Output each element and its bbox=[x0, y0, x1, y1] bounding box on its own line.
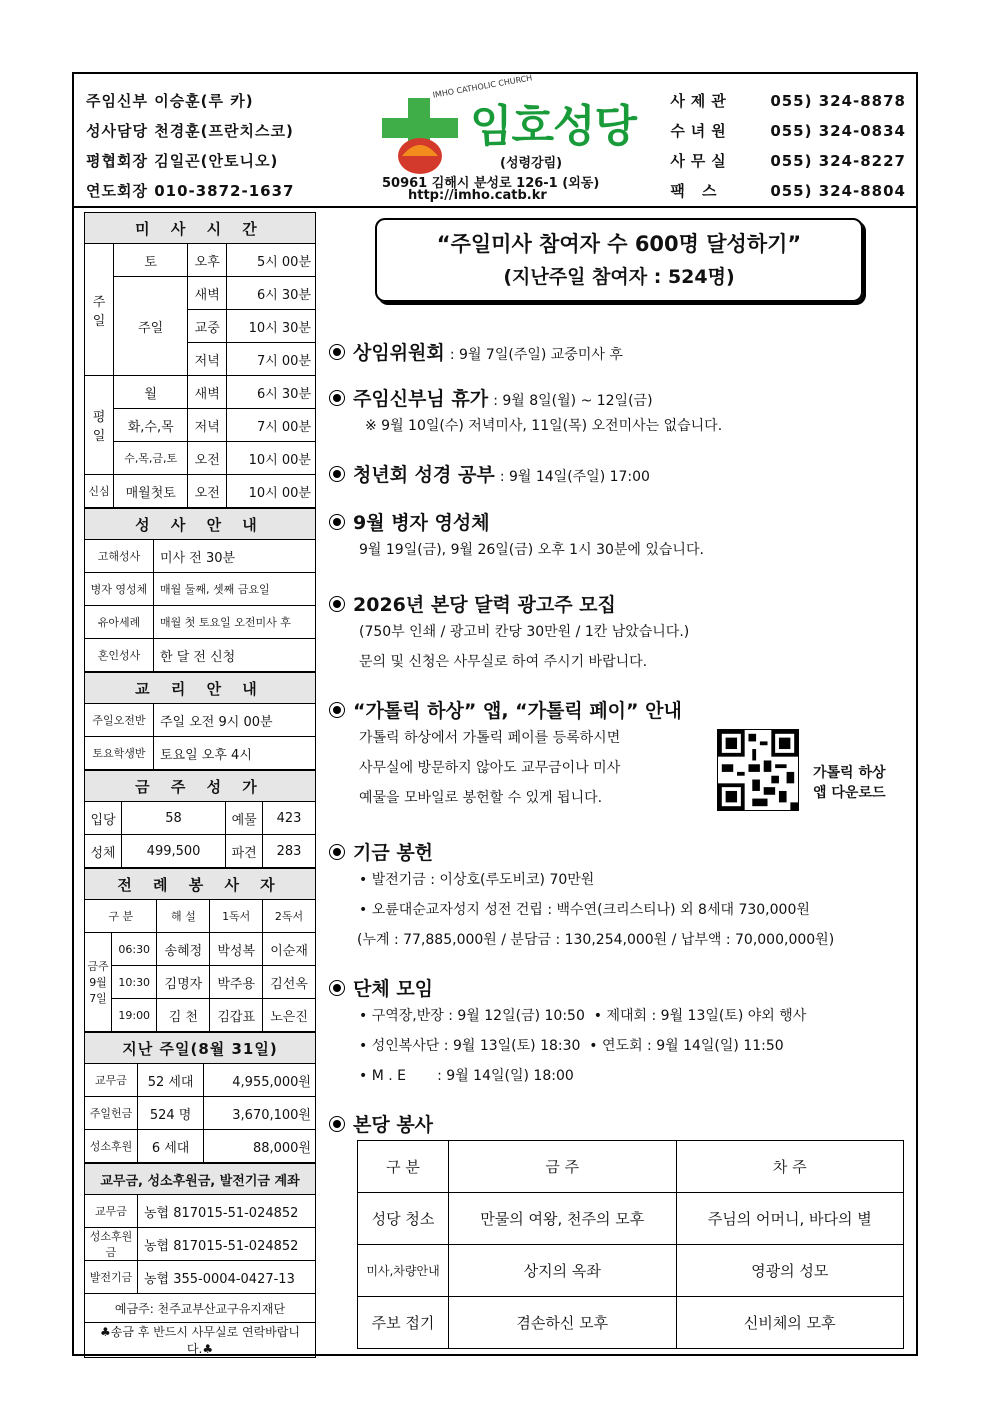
bulletin-frame bbox=[72, 72, 918, 1356]
mass-time: 10시 00분 bbox=[227, 442, 316, 475]
mass-day: 월 bbox=[114, 376, 188, 409]
announcement-title: 상임위원회 bbox=[353, 342, 445, 364]
section-title: 전 례 봉 사 자 bbox=[85, 869, 316, 900]
hymn-label: 예물 bbox=[226, 802, 263, 835]
announcement bbox=[329, 696, 914, 819]
duty-next-week: 신비체의 모후 bbox=[676, 1297, 904, 1349]
sacrament-value: 미사 전 30분 bbox=[154, 540, 316, 573]
mass-day: 화,수,목 bbox=[114, 409, 188, 442]
announcement bbox=[329, 508, 914, 565]
duty-head: 금 주 bbox=[449, 1141, 677, 1193]
duty-this-week: 상지의 옥좌 bbox=[449, 1245, 677, 1297]
phone-value: 055) 324-0834 bbox=[770, 122, 906, 140]
phone-value: 055) 324-8227 bbox=[770, 152, 906, 170]
church-url[interactable]: http://imho.catb.kr bbox=[408, 188, 547, 203]
announcement-detail: : 9월 8일(월) ~ 12일(금) bbox=[493, 393, 653, 409]
announcement-line: 9월 19일(금), 9월 26일(금) 오후 1시 30분에 있습니다. bbox=[359, 542, 704, 558]
announcement bbox=[329, 974, 914, 1091]
mass-period: 교중 bbox=[188, 310, 227, 343]
announcement-title: 주임신부님 휴가 bbox=[353, 388, 489, 410]
server-name: 노은진 bbox=[263, 999, 316, 1032]
section-title: 지난 주일(8월 31일) bbox=[85, 1033, 316, 1064]
servers-head: 1독서 bbox=[210, 900, 263, 933]
church-address: 50961 김해시 분성로 126-1 (외동) bbox=[382, 176, 600, 191]
announcement-line: (750부 인쇄 / 광고비 칸당 30만원 / 1칸 남았습니다.) bbox=[359, 624, 690, 640]
section-title: 미 사 시 간 bbox=[85, 213, 316, 244]
account-label: 교무금 bbox=[85, 1195, 138, 1228]
bullet-icon bbox=[329, 596, 345, 612]
account-label: 발전기금 bbox=[85, 1261, 138, 1294]
bullet-icon bbox=[329, 1116, 345, 1132]
goal-title: “주일미사 참여자 수 600명 달성하기” bbox=[436, 232, 802, 256]
announcement-detail: : 9월 7일(주일) 교중미사 후 bbox=[449, 347, 623, 363]
announcement bbox=[329, 838, 914, 955]
phone-label: 사무실 bbox=[670, 152, 732, 170]
announcement bbox=[329, 590, 914, 677]
mass-period: 오후 bbox=[188, 244, 227, 277]
servers-time: 06:30 bbox=[112, 933, 157, 966]
bullet-icon bbox=[329, 702, 345, 718]
bulletin-header bbox=[74, 74, 916, 208]
announcement-title: 본당 봉사 bbox=[353, 1114, 434, 1136]
duty-next-week: 영광의 성모 bbox=[676, 1245, 904, 1297]
offering-table bbox=[84, 770, 316, 868]
server-name: 박주용 bbox=[210, 966, 263, 999]
account-label: 성소후원금 bbox=[85, 1228, 138, 1261]
sacrament-label: 혼인성사 bbox=[85, 639, 154, 672]
announcement-note: ※ 9월 10일(수) 저녁미사, 11일(목) 오전미사는 없습니다. bbox=[365, 418, 723, 434]
doctrine-table bbox=[84, 672, 316, 770]
mass-period: 저녁 bbox=[188, 409, 227, 442]
cross-icon bbox=[378, 94, 468, 184]
phone-list bbox=[670, 86, 906, 206]
duty-label: 주보 접기 bbox=[358, 1297, 449, 1349]
qr-label-line: 가톨릭 하상 bbox=[813, 765, 886, 781]
mass-time: 10시 30분 bbox=[227, 310, 316, 343]
app-info bbox=[329, 723, 914, 819]
announcement-title: 청년회 성경 공부 bbox=[353, 464, 495, 486]
servers-time: 10:30 bbox=[112, 966, 157, 999]
sacrament-label: 병자 영성체 bbox=[85, 573, 154, 606]
announcement bbox=[329, 338, 914, 365]
announcement-line: • 성인복사단 : 9월 13일(토) 18:30 • 연도회 : 9월 14일(일) 11:50 bbox=[359, 1038, 784, 1054]
staff-value: 010-3872-1637 bbox=[154, 182, 295, 200]
last-amount: 3,670,100원 bbox=[204, 1097, 316, 1130]
goal-box bbox=[375, 218, 863, 302]
sacrament-label: 고해성사 bbox=[85, 540, 154, 573]
servers-head: 구 분 bbox=[85, 900, 157, 933]
church-logo bbox=[370, 73, 655, 204]
logo-ring-text: IMHO CATHOLIC CHURCH bbox=[431, 73, 533, 100]
servers-date: 금주 9월 7일 bbox=[85, 933, 112, 1032]
announcement-title: “가톨릭 하상” 앱, “가톨릭 페이” 안내 bbox=[353, 700, 682, 722]
servers-table bbox=[84, 868, 316, 1032]
duty-table bbox=[357, 1140, 904, 1349]
staff-label: 연도회장 bbox=[86, 182, 148, 200]
announcement-line: • 오륜대순교자성지 성전 건립 : 백수연(크리스티나) 외 8세대 730,000원 bbox=[359, 902, 810, 918]
sacrament-table bbox=[84, 508, 316, 672]
mass-time: 5시 00분 bbox=[227, 244, 316, 277]
duty-head: 구 분 bbox=[358, 1141, 449, 1193]
section-title: 성 사 안 내 bbox=[85, 509, 316, 540]
announcement-line: 가톨릭 하상에서 가톨릭 페이를 등록하시면 bbox=[359, 730, 621, 746]
mass-period: 오전 bbox=[188, 442, 227, 475]
sidebar bbox=[84, 212, 316, 1358]
sacrament-label: 유아세례 bbox=[85, 606, 154, 639]
hymn-number: 499,500 bbox=[122, 835, 226, 868]
account-table bbox=[84, 1163, 316, 1358]
hymn-label: 성체 bbox=[85, 835, 122, 868]
doctrine-label: 주일오전반 bbox=[85, 704, 154, 737]
mass-period: 오전 bbox=[188, 475, 227, 508]
last-count: 524 명 bbox=[138, 1097, 204, 1130]
mass-time: 7시 00분 bbox=[227, 409, 316, 442]
phone-label: 수녀원 bbox=[670, 122, 732, 140]
announcement-line: 문의 및 신청은 사무실로 하여 주시기 바랍니다. bbox=[359, 654, 648, 670]
last-amount: 4,955,000원 bbox=[204, 1064, 316, 1097]
hymn-number: 423 bbox=[263, 802, 316, 835]
announcement-title: 단체 모임 bbox=[353, 978, 434, 1000]
bullet-icon bbox=[329, 344, 345, 360]
bullet-icon bbox=[329, 980, 345, 996]
mass-day: 수,목,금,토 bbox=[114, 442, 188, 475]
staff-value: 이승훈(루 카) bbox=[154, 92, 254, 110]
goal-subtitle: (지난주일 참여자 : 524명) bbox=[503, 266, 735, 288]
account-value: 농협 355-0004-0427-13 bbox=[138, 1261, 316, 1294]
doctrine-value: 토요일 오후 4시 bbox=[154, 737, 316, 770]
church-name: 임호성당 bbox=[470, 101, 637, 152]
last-label: 주일헌금 bbox=[85, 1097, 138, 1130]
qr-label-line: 앱 다운로드 bbox=[813, 785, 886, 801]
staff-label: 평협회장 bbox=[86, 152, 148, 170]
mass-time: 6시 30분 bbox=[227, 277, 316, 310]
group-label: 신심 bbox=[85, 475, 114, 508]
doctrine-label: 토요학생반 bbox=[85, 737, 154, 770]
last-amount: 88,000원 bbox=[204, 1130, 316, 1163]
announcement-line: • M . E : 9월 14일(일) 18:00 bbox=[359, 1068, 574, 1084]
last-label: 성소후원 bbox=[85, 1130, 138, 1163]
phone-value: 055) 324-8878 bbox=[770, 92, 906, 110]
bullet-icon bbox=[329, 466, 345, 482]
announcement-title: 기금 봉헌 bbox=[353, 842, 434, 864]
account-value: 농협 817015-51-024852 bbox=[138, 1228, 316, 1261]
last-count: 52 세대 bbox=[138, 1064, 204, 1097]
bullet-icon bbox=[329, 844, 345, 860]
hymn-label: 입당 bbox=[85, 802, 122, 835]
duty-label: 성당 청소 bbox=[358, 1193, 449, 1245]
servers-time: 19:00 bbox=[112, 999, 157, 1032]
announcement-title: 2026년 본당 달력 광고주 모집 bbox=[353, 594, 616, 616]
duty-next-week: 주님의 어머니, 바다의 별 bbox=[676, 1193, 904, 1245]
servers-head: 2독서 bbox=[263, 900, 316, 933]
server-name: 김 천 bbox=[157, 999, 210, 1032]
account-value: 농협 817015-51-024852 bbox=[138, 1195, 316, 1228]
staff-label: 성사담당 bbox=[86, 122, 148, 140]
sacrament-value: 한 달 전 신청 bbox=[154, 639, 316, 672]
server-name: 김선옥 bbox=[263, 966, 316, 999]
server-name: 김명자 bbox=[157, 966, 210, 999]
announcement-title: 9월 병자 영성체 bbox=[353, 512, 490, 534]
staff-value: 천경훈(프란치스코) bbox=[154, 122, 294, 140]
mass-time: 7시 00분 bbox=[227, 343, 316, 376]
phone-label: 팩 스 bbox=[670, 182, 723, 200]
mass-schedule-table bbox=[84, 212, 316, 508]
mass-day: 주일 bbox=[114, 277, 188, 376]
section-title: 교 리 안 내 bbox=[85, 673, 316, 704]
announcement bbox=[329, 1110, 914, 1137]
last-sunday-table bbox=[84, 1032, 316, 1163]
mass-day: 매월첫토 bbox=[114, 475, 188, 508]
mass-period: 새벽 bbox=[188, 376, 227, 409]
qr-label bbox=[813, 763, 886, 803]
staff-value: 김일곤(안토니오) bbox=[154, 152, 279, 170]
hymn-number: 283 bbox=[263, 835, 316, 868]
announcement bbox=[329, 384, 914, 441]
transfer-notice: ♣송금 후 반드시 사무실로 연락바랍니다.♣ bbox=[85, 1323, 316, 1358]
section-title: 금 주 성 가 bbox=[85, 771, 316, 802]
announcement-line: (누계 : 77,885,000원 / 분담금 : 130,254,000원 / 납부액 : 70,000,000원) bbox=[357, 932, 835, 948]
announcement bbox=[329, 460, 914, 487]
announcement-line: • 구역장,반장 : 9월 12일(금) 10:50 • 제대회 : 9월 13일(토) 야외 행사 bbox=[359, 1008, 807, 1024]
mass-period: 저녁 bbox=[188, 343, 227, 376]
bullet-icon bbox=[329, 390, 345, 406]
doctrine-value: 주일 오전 9시 00분 bbox=[154, 704, 316, 737]
section-title: 교무금, 성소후원금, 발전기금 계좌 bbox=[85, 1164, 316, 1195]
hymn-label: 파견 bbox=[226, 835, 263, 868]
staff-list bbox=[86, 86, 294, 206]
duty-this-week: 겸손하신 모후 bbox=[449, 1297, 677, 1349]
hymn-number: 58 bbox=[122, 802, 226, 835]
phone-label: 사제관 bbox=[670, 92, 732, 110]
duty-label: 미사,차량안내 bbox=[358, 1245, 449, 1297]
last-count: 6 세대 bbox=[138, 1130, 204, 1163]
duty-this-week: 만물의 여왕, 천주의 모후 bbox=[449, 1193, 677, 1245]
server-name: 박성복 bbox=[210, 933, 263, 966]
server-name: 송혜정 bbox=[157, 933, 210, 966]
church-subtitle: (성령강림) bbox=[500, 156, 563, 171]
bullet-icon bbox=[329, 514, 345, 530]
group-label: 평일 bbox=[85, 376, 114, 475]
phone-value: 055) 324-8804 bbox=[770, 182, 906, 200]
announcement-line: 예물을 모바일로 봉헌할 수 있게 됩니다. bbox=[359, 790, 603, 806]
account-holder: 예금주: 천주교부산교구유지재단 bbox=[85, 1294, 316, 1323]
servers-head: 해 설 bbox=[157, 900, 210, 933]
sacrament-value: 매월 첫 토요일 오전미사 후 bbox=[154, 606, 316, 639]
mass-time: 6시 30분 bbox=[227, 376, 316, 409]
server-name: 김갑표 bbox=[210, 999, 263, 1032]
qr-code-icon[interactable] bbox=[717, 729, 799, 811]
announcement-detail: : 9월 14일(주일) 17:00 bbox=[499, 469, 650, 485]
staff-label: 주임신부 bbox=[86, 92, 148, 110]
group-label: 주일 bbox=[85, 244, 114, 376]
duty-head: 차 주 bbox=[676, 1141, 904, 1193]
last-label: 교무금 bbox=[85, 1064, 138, 1097]
mass-day: 토 bbox=[114, 244, 188, 277]
mass-time: 10시 00분 bbox=[227, 475, 316, 508]
announcement-line: • 발전기금 : 이상호(루도비코) 70만원 bbox=[359, 872, 595, 888]
mass-period: 새벽 bbox=[188, 277, 227, 310]
announcement-line: 사무실에 방문하지 않아도 교무금이나 미사 bbox=[359, 760, 621, 776]
server-name: 이순재 bbox=[263, 933, 316, 966]
sacrament-value: 매월 둘째, 셋째 금요일 bbox=[154, 573, 316, 606]
